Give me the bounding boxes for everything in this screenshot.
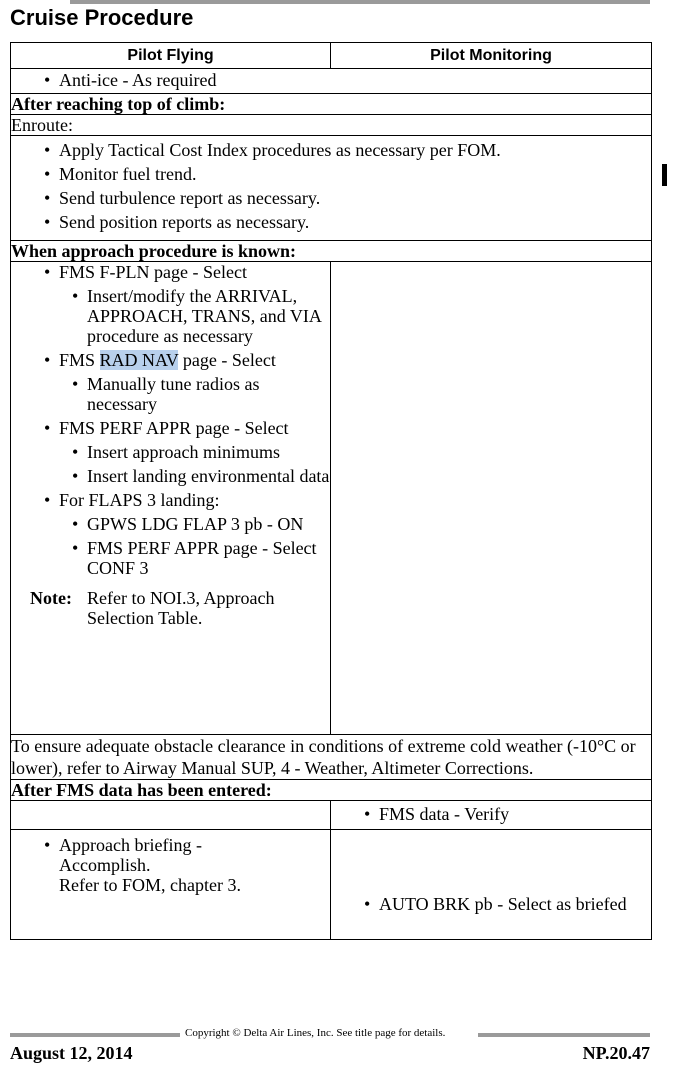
list-item: • Monitor fuel trend.	[11, 162, 651, 186]
approach-pilot-flying-cell	[11, 262, 331, 735]
section-after-top-of-climb: After reaching top of climb:	[11, 94, 652, 115]
list-item: • Apply Tactical Cost Index procedures as necessary per FOM.	[11, 138, 651, 162]
list-item: • FMS data - Verify	[331, 804, 651, 824]
list-item: • FMS RAD NAV page - Select	[11, 350, 330, 370]
list-item: • For FLAPS 3 landing:	[11, 490, 330, 510]
list-item: • Approach briefing - Accomplish. Refer to FOM, chapter 3.	[11, 835, 310, 895]
enroute-row: Enroute:	[11, 115, 652, 136]
section-after-fms: After FMS data has been entered:	[11, 780, 652, 801]
list-item: • Manually tune radios as necessary	[11, 374, 330, 414]
briefing-row	[11, 830, 652, 940]
list-item: • Insert/modify the ARRIVAL, APPROACH, TRANS, and VIA procedure as necessary	[11, 286, 330, 346]
fms-data-pilot-monitoring-cell	[331, 801, 652, 830]
approach-row	[11, 262, 652, 735]
revision-date: August 12, 2014	[10, 1043, 133, 1063]
enroute-items-row	[11, 136, 652, 241]
note-label: Note:	[30, 588, 72, 608]
footer-rule-left	[10, 1033, 180, 1037]
list-item: • Anti-ice - As required	[11, 70, 651, 90]
procedure-table	[10, 42, 652, 940]
page-number: NP.20.47	[582, 1043, 650, 1063]
header-pilot-monitoring: Pilot Monitoring	[331, 43, 652, 69]
page-title: Cruise Procedure	[10, 5, 194, 30]
list-item: • Send position reports as necessary.	[11, 210, 651, 234]
list-item: • FMS F-PLN page - Select	[11, 262, 330, 282]
header-pilot-flying: Pilot Flying	[11, 43, 331, 69]
list-item: • GPWS LDG FLAP 3 pb - ON	[11, 514, 330, 534]
footer-rule-right	[478, 1033, 650, 1037]
list-item: • Send turbulence report as necessary.	[11, 186, 651, 210]
list-item: • FMS PERF APPR page - Select	[11, 418, 330, 438]
list-item: • Insert landing environmental data	[11, 466, 330, 486]
anti-ice-row	[11, 69, 652, 94]
list-item: • FMS PERF APPR page - Select CONF 3	[11, 538, 330, 578]
cold-weather-row: To ensure adequate obstacle clearance in conditions of extreme cold weather (-10°C or lower), refer to Airway Manual SUP, 4 - Weather, Altimeter Corrections.	[11, 735, 652, 780]
fms-data-row	[11, 801, 652, 830]
note-text: Refer to NOI.3, Approach Selection Table.	[87, 588, 275, 628]
header-rule	[70, 0, 650, 4]
fms-data-pilot-flying-cell	[11, 801, 331, 830]
briefing-pilot-flying-cell	[11, 830, 331, 940]
note	[11, 588, 330, 628]
highlighted-text: RAD NAV	[99, 350, 179, 370]
list-item: • AUTO BRK pb - Select as briefed	[331, 894, 631, 914]
briefing-pilot-monitoring-cell	[331, 830, 652, 940]
section-approach-known: When approach procedure is known:	[11, 241, 652, 262]
copyright: Copyright © Delta Air Lines, Inc. See title page for details.	[185, 1027, 446, 1039]
change-bar-marker	[662, 164, 667, 186]
header-row	[11, 43, 652, 69]
approach-pilot-monitoring-cell	[331, 262, 652, 735]
list-item: • Insert approach minimums	[11, 442, 330, 462]
